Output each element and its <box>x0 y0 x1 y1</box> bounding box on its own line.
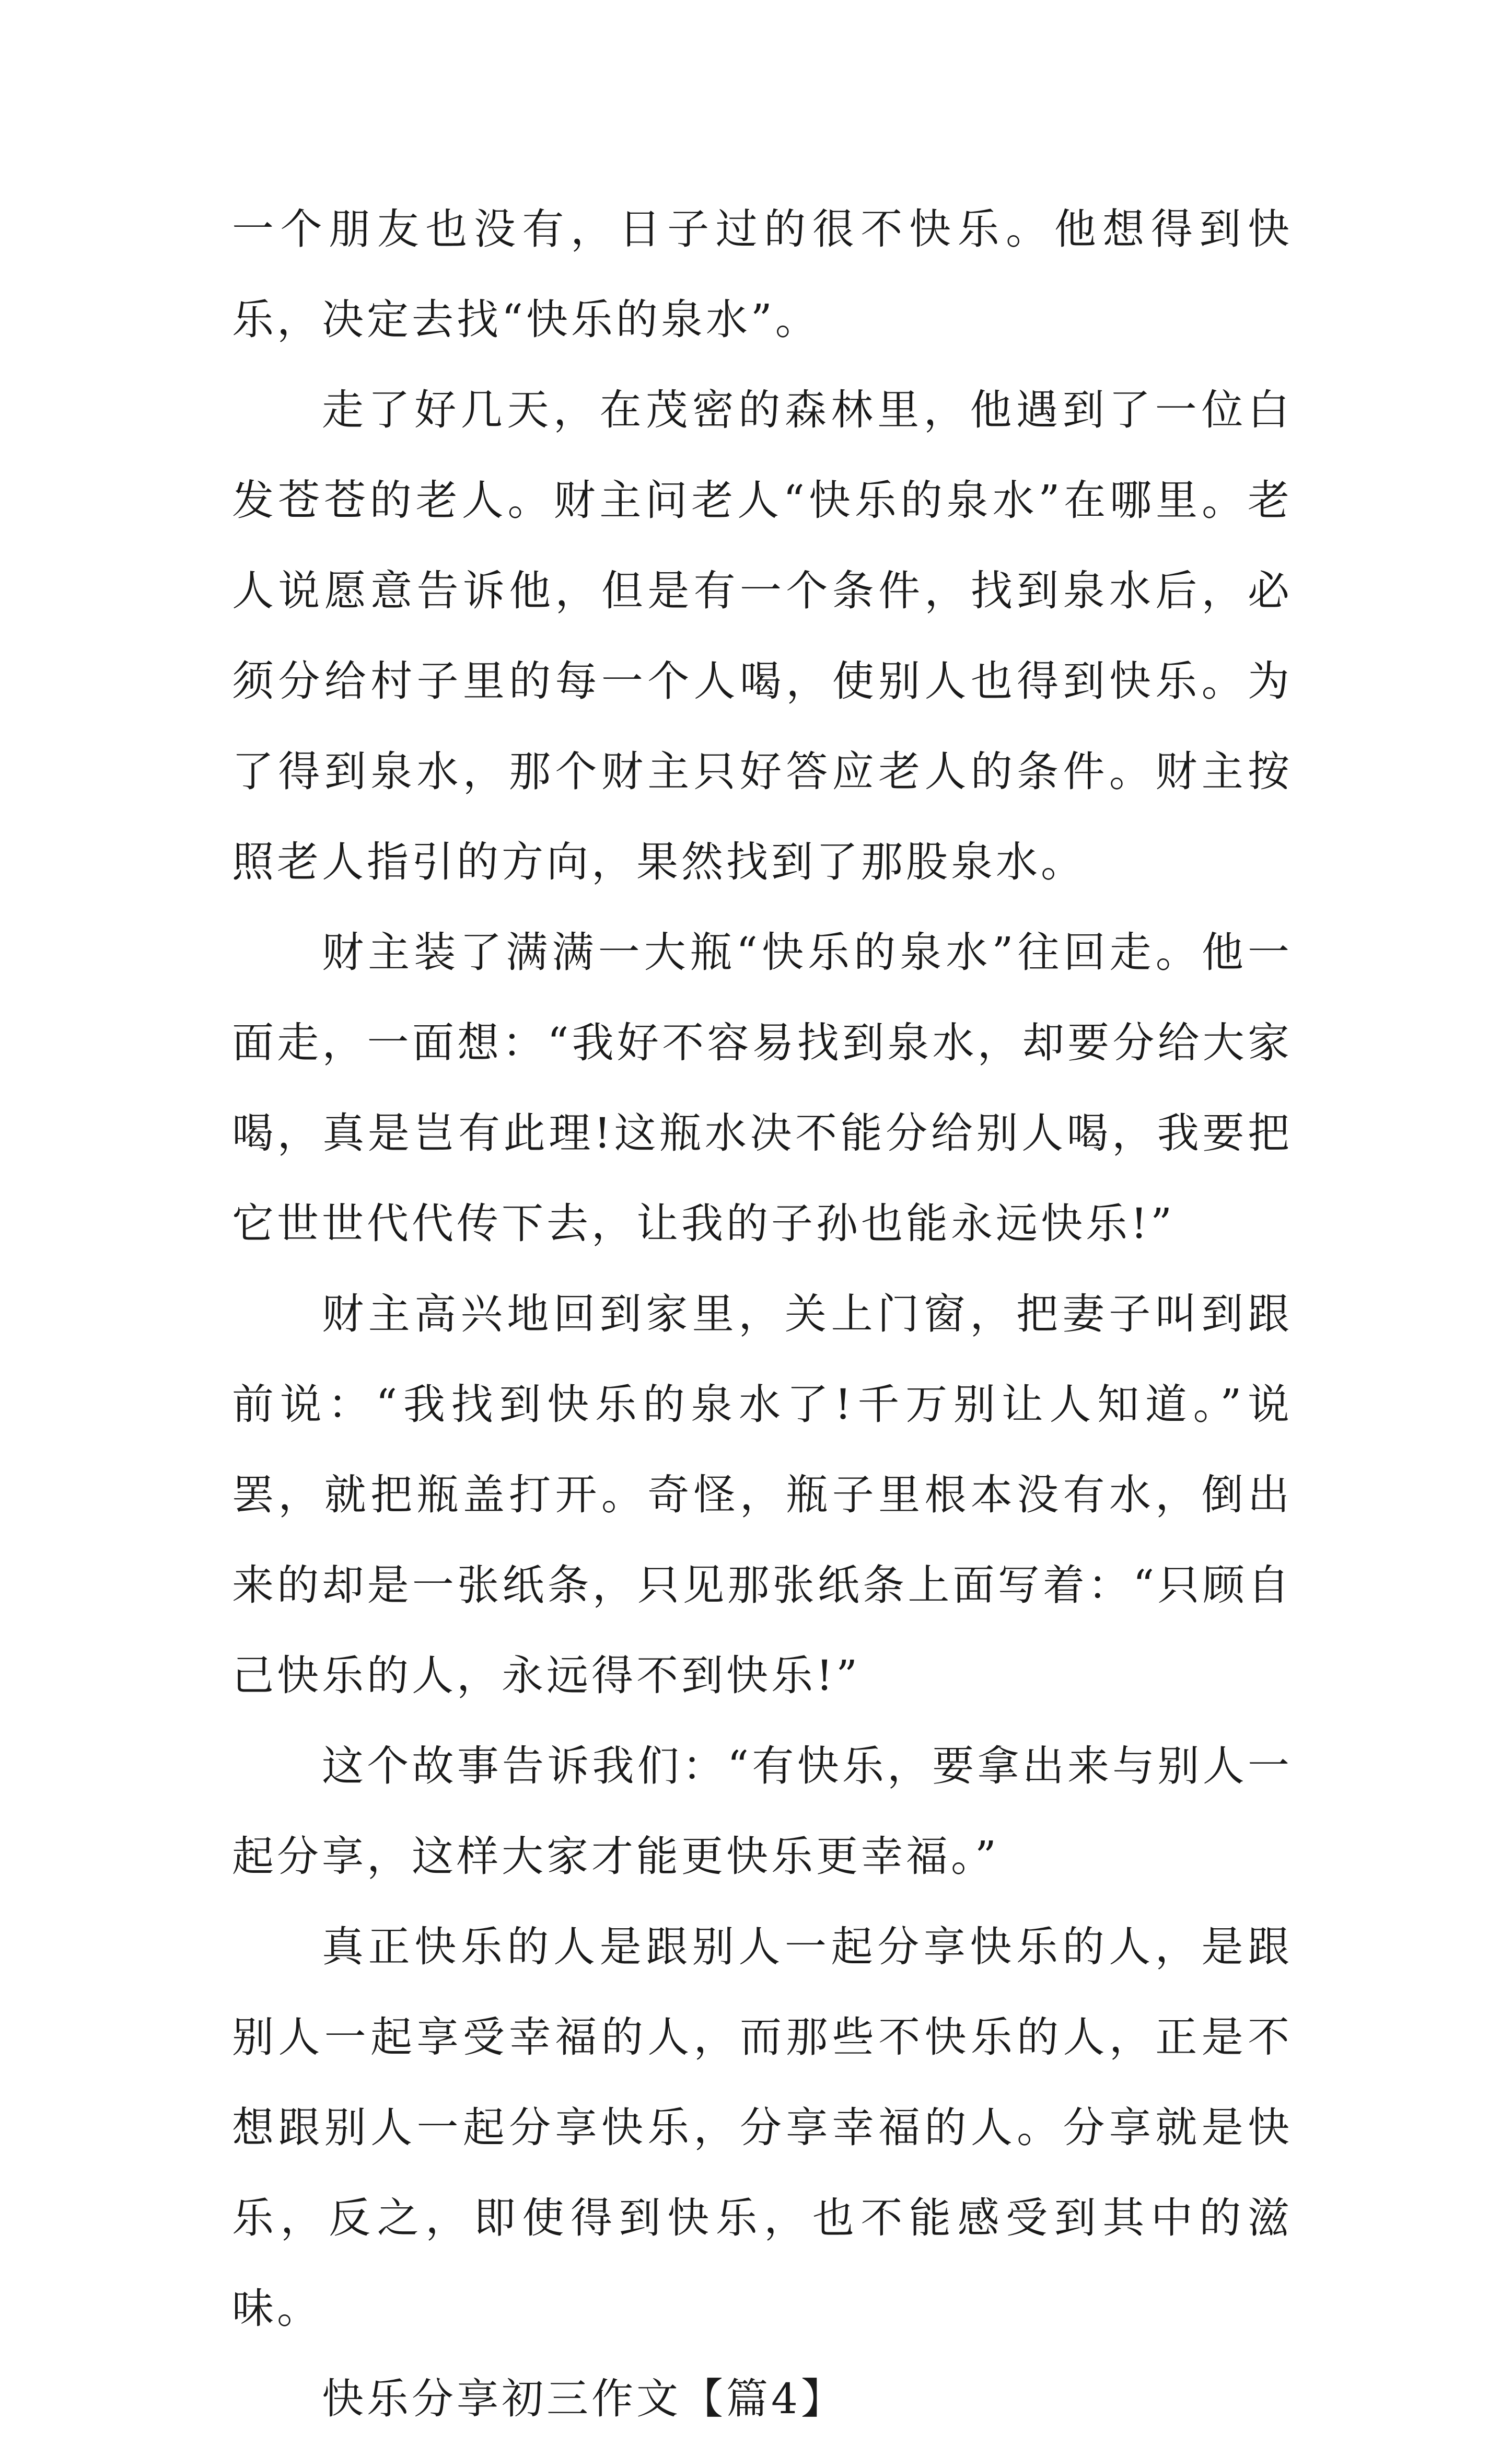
paragraph-3: 财主装了满满一大瓶“快乐的泉水”往回走。他一面走，一面想：“我好不容易找到泉水，却要分给大家喝，真是岂有此理!这瓶水决不能分给别人喝，我要把它世世代代传下去，让我的子孙也能永远快乐!” <box>232 928 1293 1248</box>
paragraph-2: 走了好几天，在茂密的森林里，他遇到了一位白发苍苍的老人。财主问老人“快乐的泉水”在哪里。老人说愿意告诉他，但是有一个条件，找到泉水后，必须分给村子里的每一个人喝，使别人也得到快乐。为了得到泉水，那个财主只好答应老人的条件。财主按照老人指引的方向，果然找到了那股泉水。 <box>232 386 1293 886</box>
paragraph-6: 真正快乐的人是跟别人一起分享快乐的人，是跟别人一起享受幸福的人，而那些不快乐的人，正是不想跟别人一起分享快乐，分享幸福的人。分享就是快乐，反之，即使得到快乐，也不能感受到其中的滋味。 <box>232 1922 1293 2333</box>
document-body <box>232 184 1293 2444</box>
paragraph-5: 这个故事告诉我们：“有快乐，要拿出来与别人一起分享，这样大家才能更快乐更幸福。” <box>232 1742 1293 1881</box>
paragraph-1: 一个朋友也没有，日子过的很不快乐。他想得到快乐，决定去找“快乐的泉水”。 <box>232 205 1293 344</box>
section-heading: 快乐分享初三作文【篇4】 <box>322 2374 846 2423</box>
paragraph-4: 财主高兴地回到家里，关上门窗，把妻子叫到跟前说：“我找到快乐的泉水了!千万别让人知道。”说罢，就把瓶盖打开。奇怪，瓶子里根本没有水，倒出来的却是一张纸条，只见那张纸条上面写着：“只顾自己快乐的人，永远得不到快乐!” <box>232 1290 1293 1700</box>
